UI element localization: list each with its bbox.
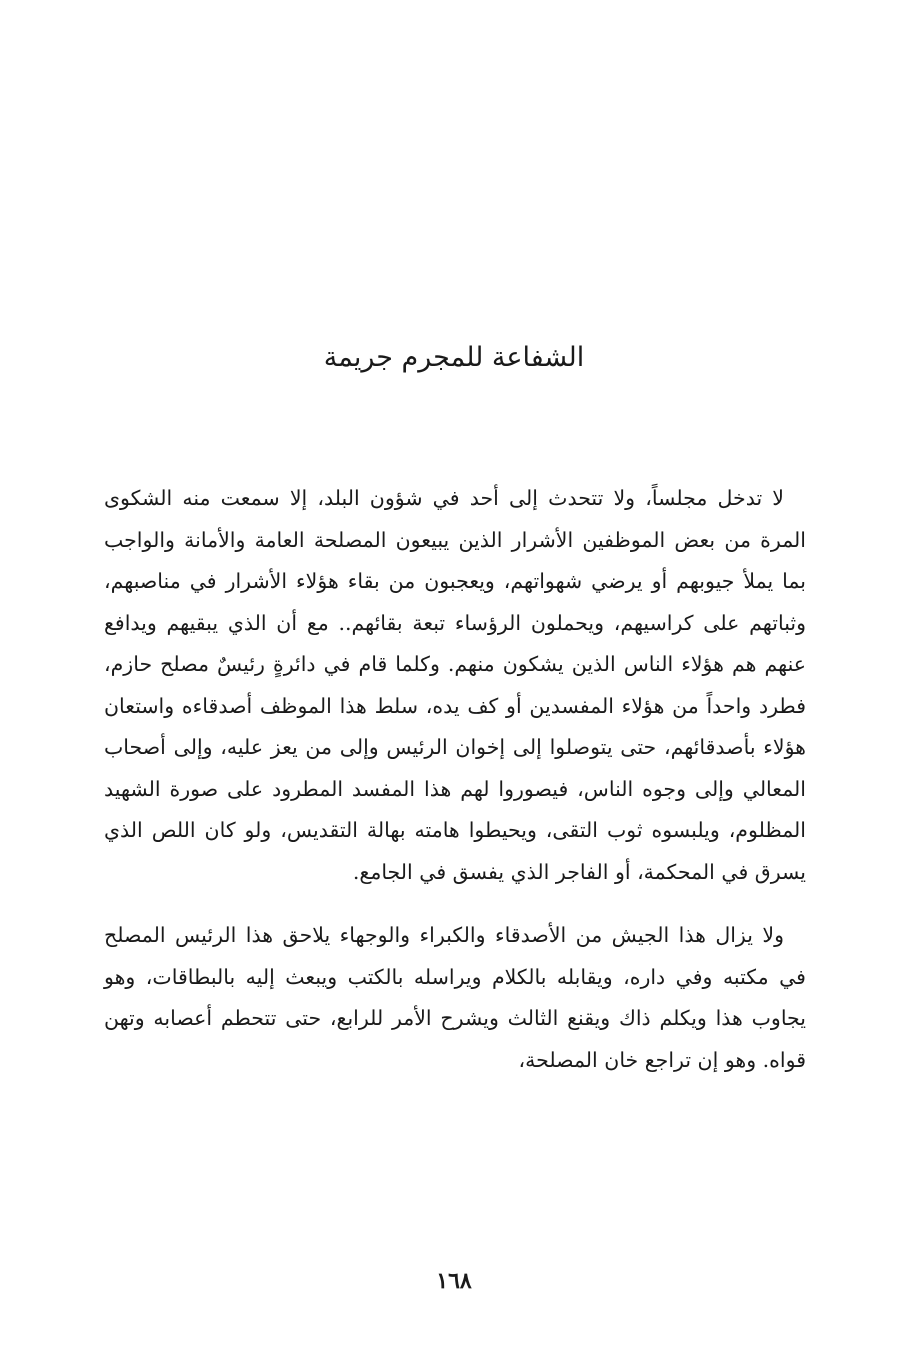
paragraph: لا تدخل مجلساً، ولا تتحدث إلى أحد في شؤون البلد، إلا سمعت منه الشكوى المرة من بعض الموظفين الأشرار الذين يبيعون المصلحة العامة والأمانة والواجب بما يملأ جيوبهم أو يرضي شهواتهم، ويعجبون من بقاء هؤلاء الأشرار في مناصبهم، وثباتهم على كراسيهم، ويحملون الرؤساء تبعة بقائهم.. مع أن الذي يبقيهم ويدافع عنهم هم هؤلاء الناس الذين يشكون منهم. وكلما قام في دائرةٍ رئيسٌ مصلح حازم، فطرد واحداً من هؤلاء المفسدين أو كف يده، سلط هذا الموظف أصدقاءه واستعان هؤلاء بأصدقائهم، حتى يتوصلوا إلى إخوان الرئيس وإلى من يعز عليه، وإلى أصحاب المعالي وإلى وجوه الناس، فيصوروا لهم هذا المفسد المطرود على صورة الشهيد المظلوم، ويلبسوه ثوب التقى، ويحيطوا هامته بهالة التقديس، ولو كان اللص الذي يسرق في المحكمة، أو الفاجر الذي يفسق في الجامع.	[104, 486, 806, 884]
paragraph: ولا يزال هذا الجيش من الأصدقاء والكبراء والوجهاء يلاحق هذا الرئيس المصلح في مكتبه وفي داره، ويقابله بالكلام ويراسله بالكتب ويبعث إليه بالبطاقات، وهو يجاوب هذا ويكلم ذاك ويقنع الثالث ويشرح الأمر للرابع، حتى تتحطم أعصابه وتهن قواه. وهو إن تراجع خان المصلحة،	[104, 923, 806, 1072]
page-number: ١٦٨	[436, 1268, 472, 1294]
body-text	[104, 478, 806, 1081]
page-title: الشفاعة للمجرم جريمة	[323, 342, 585, 373]
